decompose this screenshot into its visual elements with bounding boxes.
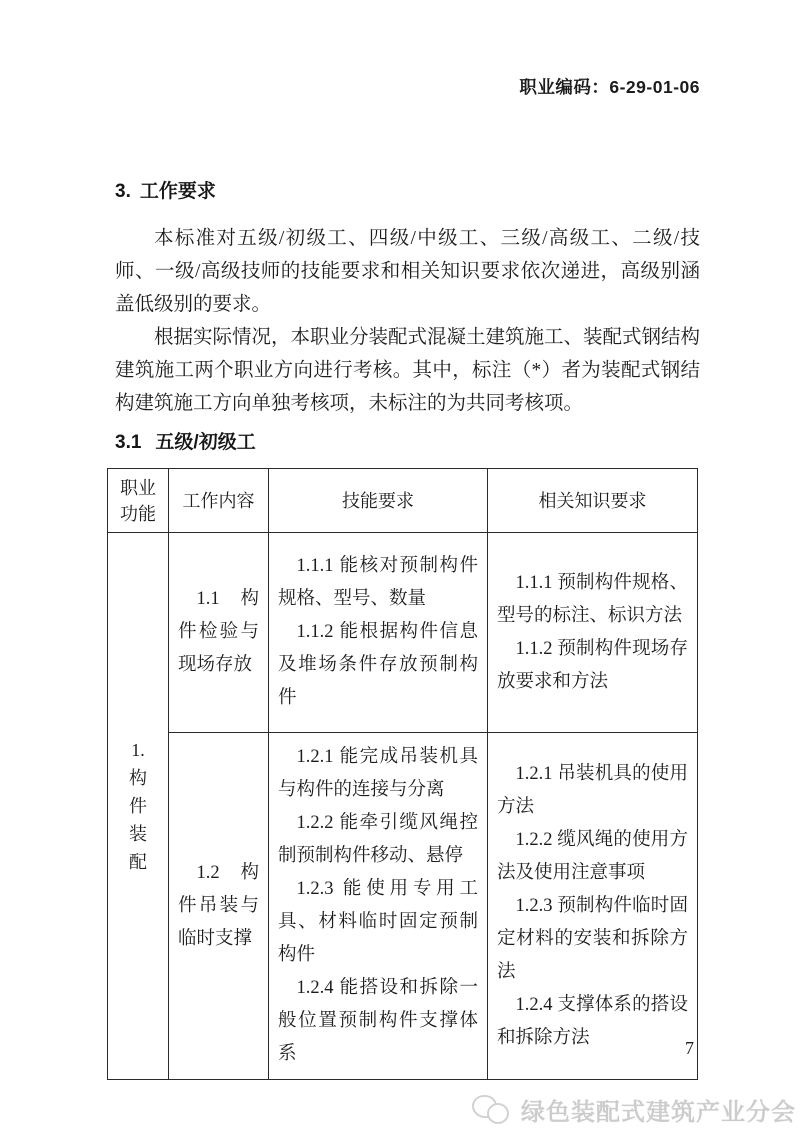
- body-paragraphs: [115, 222, 700, 420]
- skill-item: 1.2.3 能使用专用工具、材料临时固定预制构件: [278, 879, 478, 965]
- job-function-vertical-label: 构 件 装 配: [129, 768, 147, 872]
- knowledge-item: 1.2.2 缆风绳的使用方法及使用注意事项: [497, 829, 688, 883]
- section-3-1-number: 3.1: [115, 432, 142, 453]
- knowledge-item: 1.1.1 预制构件规格、型号的标注、标识方法: [497, 572, 688, 626]
- column-header-knowledge-requirements: 相关知识要求: [488, 469, 698, 533]
- knowledge-requirements-cell: [488, 533, 698, 733]
- watermark: [471, 1092, 796, 1127]
- skill-requirements-cell: [269, 533, 488, 733]
- table-header-row: [108, 469, 698, 533]
- requirements-table: [107, 468, 698, 1080]
- watermark-text: 绿色装配式建筑产业分会: [521, 1099, 796, 1126]
- section-3-1-title: 五级/初级工: [155, 432, 256, 453]
- occupation-code: 职业编码：6-29-01-06: [519, 77, 700, 97]
- section-3-number: 3.: [115, 181, 131, 202]
- skill-item: 1.2.2 能牵引缆风绳控制预制构件移动、悬停: [278, 813, 478, 866]
- paragraph: 根据实际情况，本职业分装配式混凝土建筑施工、装配式钢结构建筑施工两个职业方向进行考核。其中，标注（*）者为装配式钢结构建筑施工方向单独考核项，未标注的为共同考核项。: [115, 327, 701, 414]
- association-logo-icon: [471, 1093, 513, 1127]
- skill-item: 1.1.2 能根据构件信息及堆场条件存放预制构件: [278, 622, 478, 708]
- job-function-number: 1.: [131, 740, 145, 760]
- work-content-cell: 1.2 构件吊装与临时支撑: [169, 733, 269, 1080]
- knowledge-item: 1.2.1 吊装机具的使用方法: [497, 763, 688, 817]
- page-number: 7: [685, 1038, 694, 1058]
- section-3-title: 工作要求: [139, 181, 216, 202]
- knowledge-item: 1.1.2 预制构件现场存放要求和方法: [497, 638, 688, 692]
- work-content-cell: 1.1 构件检验与现场存放: [169, 533, 269, 733]
- column-header-job-function: 职业功能: [108, 469, 169, 533]
- skill-item: 1.1.1 能核对预制构件规格、型号、数量: [278, 556, 478, 609]
- knowledge-item: 1.2.3 预制构件临时固定材料的安装和拆除方法: [497, 895, 688, 982]
- job-function-cell: [108, 533, 169, 1080]
- column-header-work-content: 工作内容: [169, 469, 269, 533]
- section-3-heading: [115, 176, 216, 203]
- table-row: [108, 733, 698, 1080]
- skill-requirements-cell: [269, 733, 488, 1080]
- knowledge-item: 1.2.4 支撑体系的搭设和拆除方法: [497, 994, 688, 1048]
- skill-item: 1.2.4 能搭设和拆除一般位置预制构件支撑体系: [278, 978, 478, 1064]
- knowledge-requirements-cell: [488, 733, 698, 1080]
- section-3-1-heading: [115, 427, 256, 454]
- column-header-skill-requirements: 技能要求: [269, 469, 488, 533]
- skill-item: 1.2.1 能完成吊装机具与构件的连接与分离: [278, 747, 478, 800]
- table-row: [108, 533, 698, 733]
- paragraph: 本标准对五级/初级工、四级/中级工、三级/高级工、二级/技师、一级/高级技师的技能要求和相关知识要求依次递进，高级别涵盖低级别的要求。: [115, 228, 700, 315]
